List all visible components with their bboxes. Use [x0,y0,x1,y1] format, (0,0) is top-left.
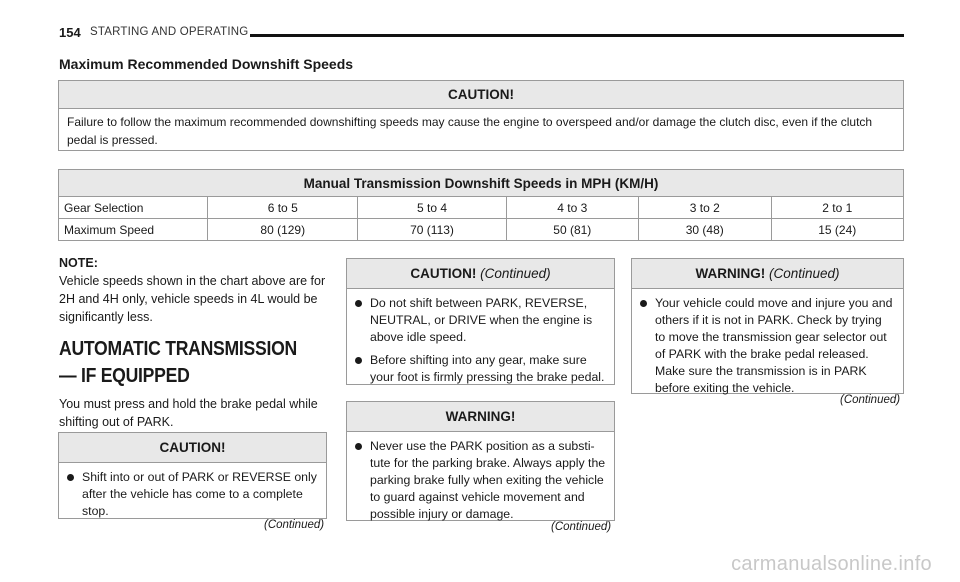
caution-heading-text: CAUTION! [410,266,477,281]
caution-heading: CAUTION! [59,433,326,463]
table-cell: Gear Selection [59,197,208,219]
caution-box-left [58,432,327,519]
list-item [355,438,606,523]
bullet-list [347,432,614,523]
table-cell: 3 to 2 [639,197,771,219]
page-number: 154 [59,25,81,40]
list-item-text: Never use the PARK position as a substi- tute for the parking brake. Always apply the parking brake fully when exiting the vehicle to guard against vehicle movement and possible injury or damage. [370,439,606,521]
table-cell: 2 to 1 [771,197,904,219]
warning-box-continued [631,258,904,394]
caution-box-top [58,80,904,151]
table-row [59,219,904,241]
bullet-list [347,289,614,386]
bullet-icon [640,300,647,307]
bullet-list [59,463,326,520]
caution-heading: CAUTION! [59,81,903,109]
list-item [355,352,606,386]
caution-box-continued [346,258,615,385]
watermark: carmanualsonline.info [731,553,932,575]
table-title: Manual Transmission Downshift Speeds in MPH (KM/H) [59,170,904,197]
bullet-icon [355,357,362,364]
continued-suffix: (Continued) [768,266,840,281]
list-item [67,469,318,520]
list-item [640,295,895,397]
continued-suffix: (Continued) [480,266,551,281]
table-cell: 80 (129) [208,219,358,241]
body-paragraph: You must press and hold the brake pedal while shifting out of PARK. [59,397,318,429]
caution-heading [347,259,614,289]
bullet-icon [67,474,74,481]
table-cell: 6 to 5 [208,197,358,219]
page-title: Maximum Recommended Downshift Speeds [59,56,354,72]
bullet-icon [355,300,362,307]
table-cell: 4 to 3 [506,197,638,219]
warning-heading: WARNING! [347,402,614,432]
note-label: NOTE: [59,256,98,270]
continued-label: (Continued) [264,519,325,531]
list-item [355,295,606,346]
note-text: Vehicle speeds shown in the chart above are for 2H and 4H only, vehicle speeds in 4L would be significantly less. [59,274,326,324]
bullet-list [632,289,903,397]
warning-box [346,401,615,521]
table-cell: 5 to 4 [358,197,506,219]
warning-heading-text: WARNING! [695,266,766,281]
list-item-text: Your vehicle could move and injure you and others if it is not in PARK. Check by trying to move the transmission gear selector out of PARK with the brake pedal released. Make sure the transmission is in PARK before exiting the vehicle. [655,296,893,395]
continued-label: (Continued) [840,394,901,406]
table-cell: 50 (81) [506,219,638,241]
bullet-icon [355,443,362,450]
downshift-speed-table [58,169,904,241]
table-cell: 70 (113) [358,219,506,241]
caution-text: Failure to follow the maximum recommended downshifting speeds may cause the engine to overspeed and/or damage the clutch disc, even if the clutch pedal is pressed. [67,115,873,147]
table-cell: 15 (24) [771,219,904,241]
table-cell: 30 (48) [639,219,771,241]
warning-heading [632,259,903,289]
header-rule [250,34,904,37]
list-item-text: Before shifting into any gear, make sure your foot is firmly pressing the brake pedal. [370,353,605,384]
table-cell: Maximum Speed [59,219,208,241]
section-label: STARTING AND OPERATING [90,26,249,38]
section-heading: AUTOMATIC TRANSMISSION — IF EQUIPPED [59,338,297,387]
table-row [59,197,904,219]
list-item-text: Do not shift between PARK, REVERSE, NEUTRAL, or DRIVE when the engine is above idle speed. [370,296,593,344]
continued-label: (Continued) [551,521,612,533]
list-item-text: Shift into or out of PARK or REVERSE only after the vehicle has come to a complete stop. [82,470,317,518]
